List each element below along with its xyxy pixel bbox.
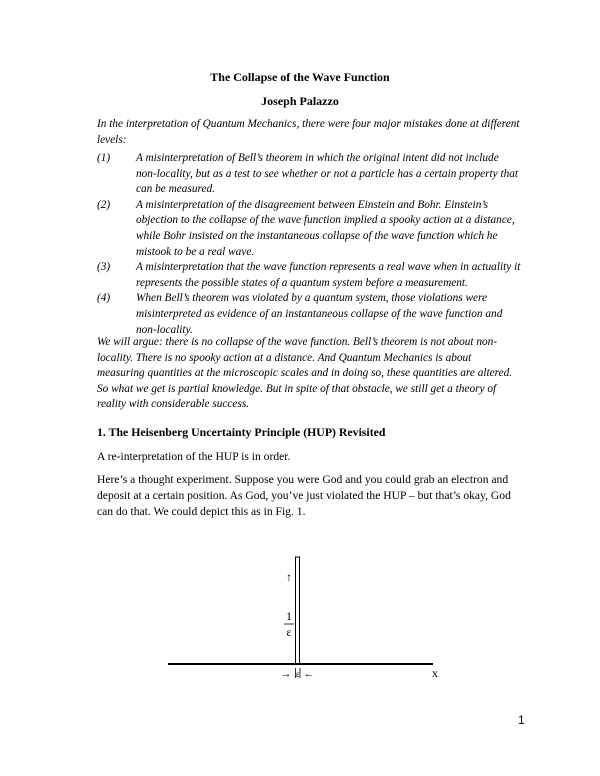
fraction-numerator: 1: [286, 609, 292, 623]
right-arrow-icon: →: [280, 668, 292, 680]
body-paragraph: Here’s a thought experiment. Suppose you were God and you could grab an electron and deposit at a certain position. As God, you’ve just violated the HUP – but that’s okay, God can do that. We could depict this as in Fig. 1.: [97, 473, 511, 518]
up-arrow-icon: ↑: [286, 570, 292, 584]
list-item-number: (1): [97, 152, 111, 164]
fraction-denominator: ε: [286, 625, 292, 639]
list-item-number: (2): [97, 198, 111, 211]
list-item-text: A misinterpretation of Bell’s theorem in which the original intent did not include non-locality, but as a test to see whether or not a particle has a certain property that can be measured.: [136, 152, 519, 196]
left-arrow-icon: ←: [303, 668, 315, 680]
body-paragraph: A re-interpretation of the HUP is in order.: [97, 450, 291, 463]
width-label: ε: [295, 669, 300, 679]
list-item-text: A misinterpretation that the wave function represents a real wave when in actuality it represents the possible states of a quantum system before a measurement.: [136, 261, 521, 289]
abstract-intro: In the interpretation of Quantum Mechanics, there were four major mistakes done at different levels:: [97, 118, 520, 146]
section-heading: 1. The Heisenberg Uncertainty Principle (HUP) Revisited: [97, 425, 386, 439]
x-axis-label: x: [432, 666, 438, 680]
page-title: The Collapse of the Wave Function: [210, 70, 390, 84]
list-item-text: A misinterpretation of the disagreement between Einstein and Bohr. Einstein’s objection to the collapse of the wave function implied a spooky action at a distance, while Bohr insisted on the instantaneous collapse of the wave function which he mistook to be a real wave.: [136, 198, 515, 258]
author-name: Joseph Palazzo: [261, 94, 339, 108]
list-item-text: When Bell’s theorem was violated by a quantum system, those violations were misinterpreted as evidence of an instantaneous collapse of the wave function and non-locality.: [136, 292, 503, 336]
list-item-number: (3): [97, 261, 111, 274]
abstract-argument: We will argue: there is no collapse of the wave function. Bell’s theorem is not about non-locality. There is no spooky action at a distance. And Quantum Mechanics is about measuring quantities at the microscopic scales and in doing so, these quantities are altered. So what we get is partial knowledge. But in spite of that obstacle, we still get a theory of reality with considerable success.: [97, 336, 513, 411]
spike-rectangle: [296, 557, 300, 664]
page-number: 1: [518, 713, 525, 727]
list-item-number: (4): [97, 292, 111, 305]
